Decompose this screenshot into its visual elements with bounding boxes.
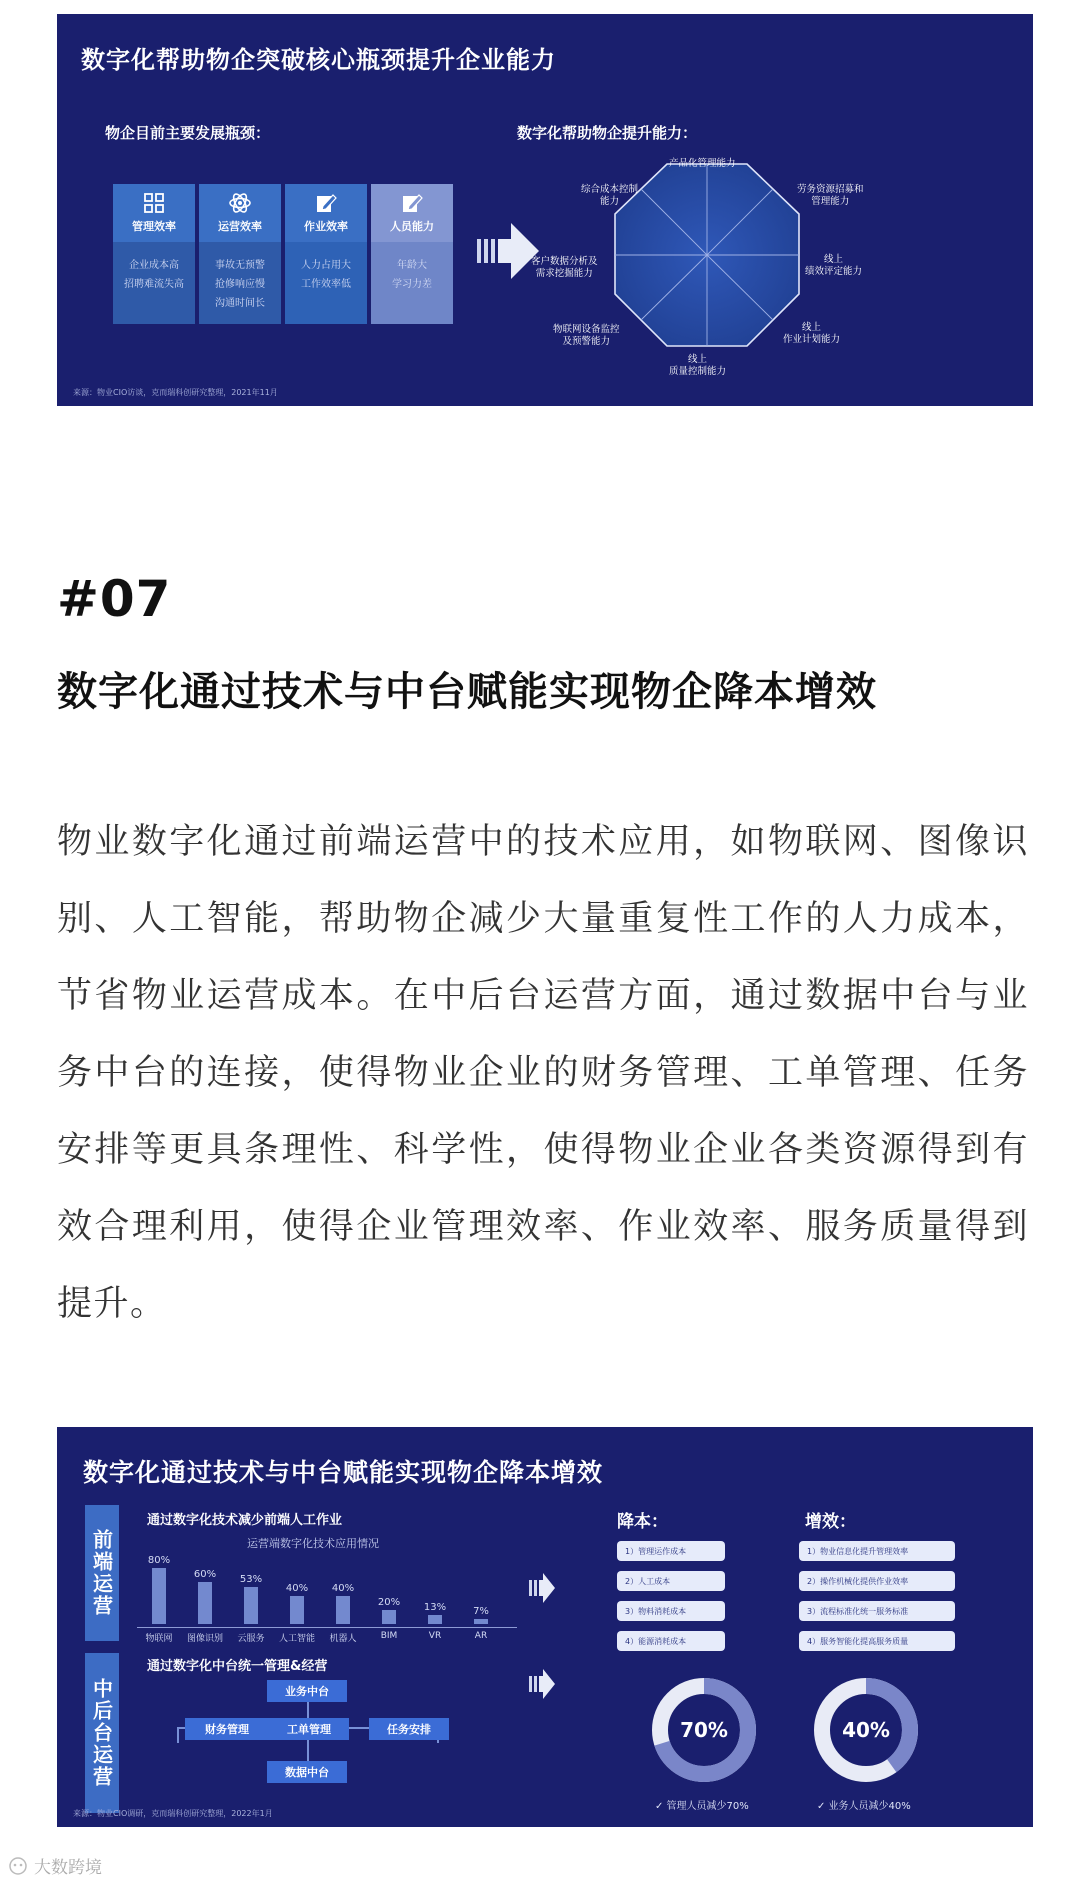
bar-value-label: 80%: [147, 1555, 171, 1566]
flow-task: 任务安排: [369, 1718, 449, 1740]
card-line: 年龄大: [397, 260, 427, 271]
bottleneck-heading: 物企目前主要发展瓶颈：: [105, 124, 271, 142]
capability-octagon: [531, 134, 864, 377]
chart-bar: [290, 1596, 304, 1624]
card-line: 工作效率低: [301, 279, 351, 290]
card-title: 管理效率: [132, 220, 176, 233]
card-line: 抢修响应慢: [215, 279, 265, 290]
chart-bar-group: [323, 1583, 363, 1624]
chart-bar: [428, 1615, 442, 1624]
chart-subtitle: 运营端数字化技术应用情况: [247, 1537, 379, 1550]
slide2-source: 来源：物业CIO调研，克而瑞科创研究整理，2022年1月: [73, 1809, 273, 1818]
chart-bar-group: [185, 1569, 225, 1624]
bar-value-label: 13%: [423, 1601, 447, 1613]
reduce-item: 1）管理运作成本: [617, 1541, 725, 1561]
chart-bar: [382, 1610, 396, 1624]
capability-label: 物联网设备监控 及预警能力: [553, 324, 620, 347]
capability-label: 综合成本控制 能力: [581, 184, 639, 207]
back-heading: 通过数字化中台统一管理&经营: [147, 1659, 328, 1674]
card-line: 企业成本高: [129, 260, 179, 271]
bar-category-label: 图像识别: [186, 1634, 223, 1644]
chart-bar: [474, 1619, 488, 1624]
chart-bar: [336, 1596, 350, 1624]
flow-finance: 财务管理: [185, 1718, 269, 1740]
chart-bar-group: [461, 1606, 501, 1624]
increase-item: 3）流程标准化统一服务标准: [799, 1601, 955, 1621]
flow-connector: [177, 1727, 179, 1743]
edit-icon: [400, 192, 424, 214]
capability-label: 线上 质量控制能力: [669, 354, 727, 377]
section-title: 数字化通过技术与中台赋能实现物企降本增效: [57, 669, 877, 715]
card-line: 招聘难流失高: [124, 279, 184, 290]
capability-heading: 数字化帮助物企提升能力：: [517, 124, 698, 142]
reduce-item: 2）人工成本: [617, 1571, 725, 1591]
edit-icon: [314, 192, 338, 214]
slide2-title: 数字化通过技术与中台赋能实现物企降本增效: [83, 1458, 604, 1487]
striped-arrow-icon: [477, 221, 539, 281]
slide-capabilities: [57, 14, 1033, 406]
increase-item: 4）服务智能化提高服务质量: [799, 1631, 955, 1651]
chart-baseline: [137, 1627, 517, 1628]
section-number: #07: [57, 570, 172, 628]
bar-value-label: 20%: [377, 1597, 401, 1608]
slide1-source: 来源：物业CIO访谈，克而瑞科创研究整理，2021年11月: [73, 388, 278, 397]
back-ops-tag: 中后台运营: [85, 1653, 119, 1813]
grid-icon: [142, 192, 166, 214]
card-line: 沟通时间长: [215, 298, 265, 309]
capability-label: 劳务资源招募和 管理能力: [797, 184, 864, 207]
arrow-right-icon: [529, 1571, 555, 1605]
chart-bar: [198, 1582, 212, 1624]
watermark: [8, 1853, 102, 1878]
card-management: [113, 184, 195, 324]
card-operation: [199, 184, 281, 324]
chart-bar: [152, 1568, 166, 1624]
reduce-item: 3）物料消耗成本: [617, 1601, 725, 1621]
chart-bar-group: [415, 1602, 455, 1624]
bar-value-label: 40%: [285, 1583, 309, 1594]
section-paragraph: 物业数字化通过前端运营中的技术应用，如物联网、图像识别、人工智能，帮助物企减少大量重复性工作的人力成本，节省物业运营成本。在中后台运营方面，通过数据中台与业务中台的连接，使得物业企业的财务管理、工单管理、任务安排等更具条理性、科学性，使得物业企业各类资源得到有效合理利用，使得企业管理效率、作业效率、服务质量得到提升。: [57, 822, 1029, 1324]
front-ops-tag: 前端运营: [85, 1505, 119, 1641]
donut-business: [811, 1675, 921, 1785]
flow-workorder: 工单管理: [269, 1718, 349, 1740]
atom-icon: [228, 192, 252, 214]
chart-bar-group: [231, 1574, 271, 1624]
flow-business-platform: 业务中台: [267, 1680, 347, 1702]
chart-bar-group: [369, 1597, 409, 1624]
bar-value-label: 7%: [473, 1606, 489, 1618]
watermark-logo-icon: [8, 1856, 28, 1876]
bar-category-label: 机器人: [329, 1634, 357, 1644]
bar-category-label: 物联网: [145, 1634, 173, 1644]
slide-cost-efficiency: [57, 1427, 1033, 1827]
bar-category-label: 云服务: [237, 1634, 265, 1644]
capability-label: 客户数据分析及 需求挖掘能力: [531, 256, 598, 279]
bar-category-label: VR: [428, 1631, 442, 1641]
reduce-heading: 降本：: [617, 1512, 668, 1532]
donut-caption: ✓ 管理人员减少70%: [655, 1801, 749, 1812]
watermark-text: 大数跨境: [34, 1858, 102, 1878]
chart-bar-group: [277, 1583, 317, 1624]
donut-value: 70%: [680, 1718, 728, 1742]
card-line: 人力占用大: [301, 260, 351, 271]
bar-category-label: BIM: [380, 1631, 398, 1641]
capability-label: 线上 作业计划能力: [783, 322, 841, 345]
slide1-title: 数字化帮助物企突破核心瓶颈提升企业能力: [81, 46, 556, 74]
increase-heading: 增效：: [805, 1512, 856, 1532]
bar-category-label: 人工智能: [278, 1634, 315, 1644]
card-title: 人员能力: [390, 220, 434, 233]
bottleneck-cards: [113, 184, 453, 324]
chart-bar-group: [139, 1555, 179, 1624]
card-line: 学习力差: [392, 279, 432, 290]
donut-caption: ✓ 业务人员减少40%: [817, 1801, 911, 1812]
reduce-item: 4）能源消耗成本: [617, 1631, 725, 1651]
capability-label: 线上 绩效评定能力: [805, 254, 863, 277]
card-title: 运营效率: [218, 220, 262, 233]
bar-value-label: 53%: [239, 1573, 263, 1585]
card-staff: [371, 184, 453, 324]
increase-item: 1）物业信息化提升管理效率: [799, 1541, 955, 1561]
flow-data-platform: 数据中台: [267, 1761, 347, 1783]
card-title: 作业效率: [304, 220, 348, 233]
card-line: 事故无预警: [215, 260, 265, 271]
capability-label: 产品化管理能力: [669, 158, 736, 169]
card-work: [285, 184, 367, 324]
chart-bar: [244, 1587, 258, 1624]
arrow-right-icon: [529, 1667, 555, 1701]
donut-management: [649, 1675, 759, 1785]
donut-value: 40%: [842, 1718, 890, 1742]
bar-value-label: 60%: [193, 1569, 217, 1580]
bar-category-label: AR: [474, 1631, 488, 1641]
increase-item: 2）操作机械化提供作业效率: [799, 1571, 955, 1591]
front-heading: 通过数字化技术减少前端人工作业: [147, 1513, 343, 1528]
bar-value-label: 40%: [331, 1583, 355, 1594]
